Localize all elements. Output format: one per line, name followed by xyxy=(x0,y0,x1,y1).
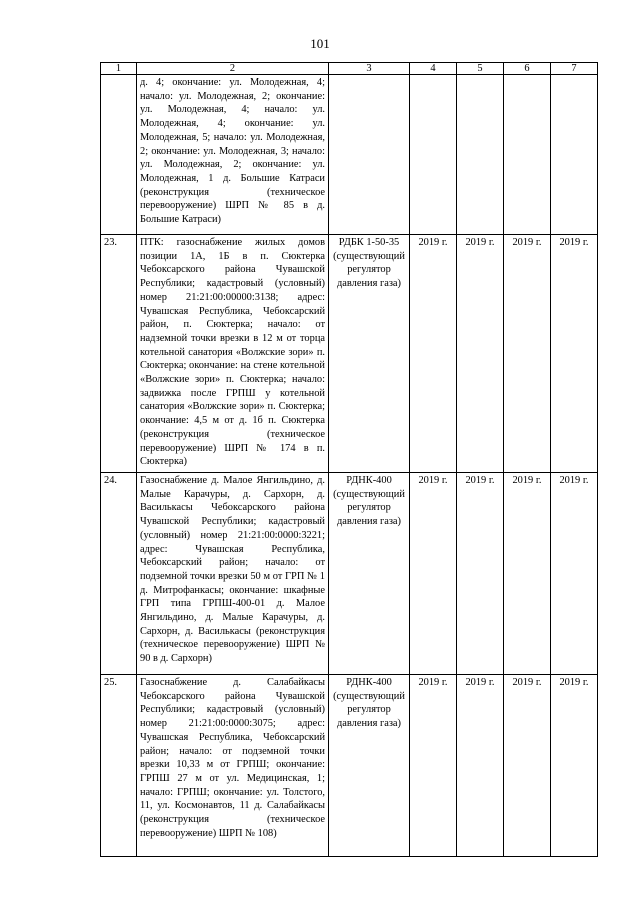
page-number: 101 xyxy=(310,36,330,51)
year-cell-6 xyxy=(504,75,551,235)
column-header-2: 2 xyxy=(137,63,329,75)
column-header-6: 6 xyxy=(504,63,551,75)
year-cell-4: 2019 г. xyxy=(410,235,457,473)
object-description: Газоснабжение д. Малое Янгильдино, д. Малые Карачуры, д. Сархорн, д. Василькасы Чебоксарского района Чувашской Республики; кадастровый (условный) номер 21:21:00:0000:3221; адрес: Чувашская Республика, Чебоксарский район; начало: от подземной точки врезки 50 м от ГРП № 1 д. Митрофанкасы; окончание: шкафные ГРП типа ГРПШ-400-01 д. Малое Янгильдино, д. Малые Карачуры, д. Сархорн, д. Василькасы (реконструкция (техническое перевооружение) ШРП № 90 в д. Сархорн) xyxy=(137,473,329,675)
object-description: Газоснабжение д. Салабайкасы Чебоксарского района Чувашской Республики; кадастровый (условный) номер 21:21:00:0000:3075; адрес: Чувашская Республика, Чебоксарский район; начало: от подземной точки врезки 10,33 м от ГРПШ; окончание: ГРПШ 27 м от ул. Медицинская, 1; начало: ГРПШ; окончание: ул. Толстого, 11, ул. Космонавтов, 11 д. Салабайкасы (реконструкция (техническое перевооружение) ШРП № 108) xyxy=(137,675,329,857)
column-header-4: 4 xyxy=(410,63,457,75)
column-header-5: 5 xyxy=(457,63,504,75)
year-cell-5: 2019 г. xyxy=(457,473,504,675)
year-cell-6: 2019 г. xyxy=(504,473,551,675)
table-row-23 xyxy=(101,235,598,473)
row-number xyxy=(101,75,137,235)
equipment-cell: РДНК-400 (существующий регулятор давления газа) xyxy=(329,473,410,675)
registry-table xyxy=(100,62,598,857)
year-cell-7 xyxy=(551,75,598,235)
year-cell-5: 2019 г. xyxy=(457,235,504,473)
year-cell-4: 2019 г. xyxy=(410,473,457,675)
year-cell-4 xyxy=(410,75,457,235)
year-cell-5: 2019 г. xyxy=(457,675,504,857)
row-number: 23. xyxy=(101,235,137,473)
row-number: 24. xyxy=(101,473,137,675)
object-description: ПТК: газоснабжение жилых домов позиции 1А, 1Б в п. Сюктерка Чебоксарского района Чувашской Республики; кадастровый (условный) номер 21:21:00:00000:3138; адрес: Чувашская Республика, Чебоксарский район, п. Сюктерка; начало: от надземной точки врезки в 12 м от торца котельной санатория «Волжские зори» п. Сюктерка; окончание: на стене котельной «Волжские зори» п. Сюктерка; начало: задвижка после ГРПШ у котельной санатория «Волжские зори» п. Сюктерка; окончание: 4,5 м от д. 1б п. Сюктерка (реконструкция (техническое перевооружение) ШРП № 174 в п. Сюктерка) xyxy=(137,235,329,473)
year-cell-6: 2019 г. xyxy=(504,235,551,473)
equipment-cell: РДНК-400 (существующий регулятор давления газа) xyxy=(329,675,410,857)
year-cell-5 xyxy=(457,75,504,235)
year-cell-7: 2019 г. xyxy=(551,675,598,857)
column-header-1: 1 xyxy=(101,63,137,75)
column-header-3: 3 xyxy=(329,63,410,75)
row-number: 25. xyxy=(101,675,137,857)
column-header-7: 7 xyxy=(551,63,598,75)
year-cell-4: 2019 г. xyxy=(410,675,457,857)
table-row-continuation xyxy=(101,75,598,235)
equipment-cell: РДБК 1-50-35 (существующий регулятор давления газа) xyxy=(329,235,410,473)
year-cell-7: 2019 г. xyxy=(551,235,598,473)
year-cell-7: 2019 г. xyxy=(551,473,598,675)
table-row-24 xyxy=(101,473,598,675)
equipment-cell xyxy=(329,75,410,235)
table-row-25 xyxy=(101,675,598,857)
object-description: д. 4; окончание: ул. Молодежная, 4; начало: ул. Молодежная, 2; окончание: ул. Молодежная, 4; начало: ул. Молодежная, 4; окончание: ул. Молодежная, 5; начало: ул. Молодежная, 2; окончание: ул. Молодежная, 3; начало: ул. Молодежная, 2; окончание: ул. Молодежная, 1 д. Большие Катраси (реконструкция (техническое перевооружение) ШРП № 85 в д. Большие Катраси) xyxy=(137,75,329,235)
year-cell-6: 2019 г. xyxy=(504,675,551,857)
header-row xyxy=(101,63,598,75)
